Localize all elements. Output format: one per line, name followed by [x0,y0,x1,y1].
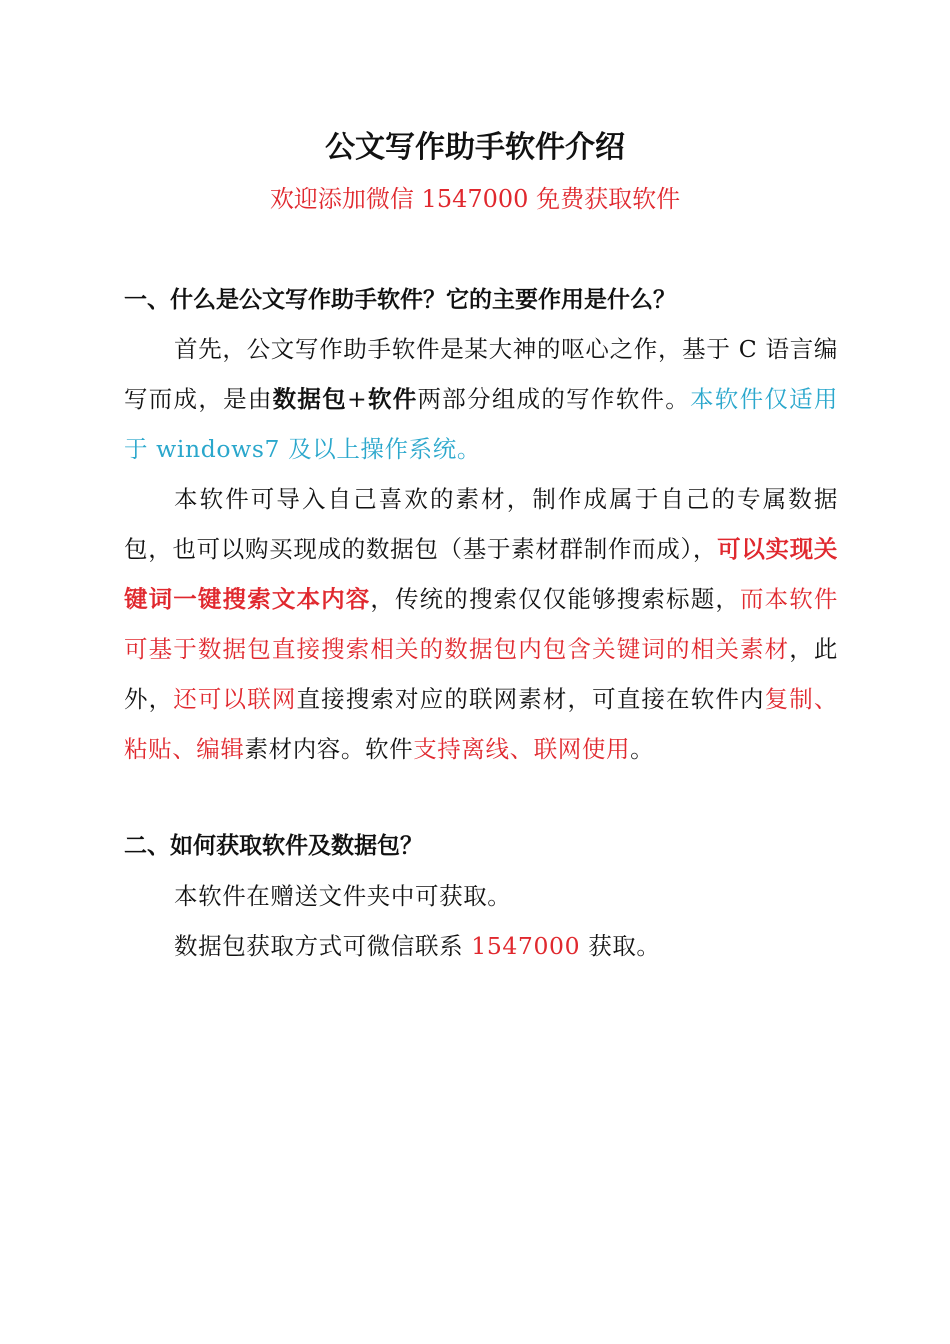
line2-text-b: 获取。 [580,932,661,960]
p1-text-a: 首先，公文写作助手软件是某大神的呕心之作，基于 C 语言编写而成，是由 [124,335,838,413]
line2-wechat-number: 1547000 [471,932,581,960]
p2-text-b: ，传统的搜索仅仅能够搜索标题， [370,585,740,613]
section1-heading: 一、什么是公文写作助手软件？它的主要作用是什么？ [124,287,676,313]
p2-highlight-keyword-search: 可以实现关键词一键搜索文本内容 [124,535,839,613]
section1-paragraph-1 [124,324,838,474]
section2-line-1: 本软件在赠送文件夹中可获取。 [174,882,512,910]
line2-text-a: 数据包获取方式可微信联系 [174,932,472,960]
p2-text-e: 素材内容。软件 [244,735,414,763]
p1-text-c: 两部分组成的写作软件。 [417,385,691,413]
p2-text-d: 直接搜索对应的联网素材，可直接在软件内 [296,685,765,713]
p2-highlight-online: 还可以联网 [173,685,297,713]
p2-highlight-package-search: 而本软件可基于数据包直接搜索相关的数据包内包含关键词的相关素材 [124,585,839,663]
section2-heading: 二、如何获取软件及数据包？ [124,833,423,859]
page-subtitle: 欢迎添加微信 1547000 免费获取软件 [269,185,681,213]
page-title: 公文写作助手软件介绍 [325,130,625,165]
p1-os-requirement: 本软件仅适用于 windows7 及以上操作系统。 [124,385,838,463]
p2-highlight-offline-online: 支持离线、联网使用 [413,735,631,763]
section1-paragraph-2 [124,474,838,774]
p1-bold-data-package: 数据包 [272,385,347,413]
p2-highlight-copy-paste-edit: 复制、粘贴、编辑 [124,685,839,763]
p2-text-a: 本软件可导入自己喜欢的素材，制作成属于自己的专属数据包，也可以购买现成的数据包（基于素材群制作而成）， [124,485,838,563]
p2-text-c: ，此外， [124,635,839,713]
section2-line-2 [174,926,661,966]
p1-bold-software: 软件 [367,385,418,413]
p2-text-f: 。 [630,735,655,763]
p1-plus: + [346,385,368,413]
